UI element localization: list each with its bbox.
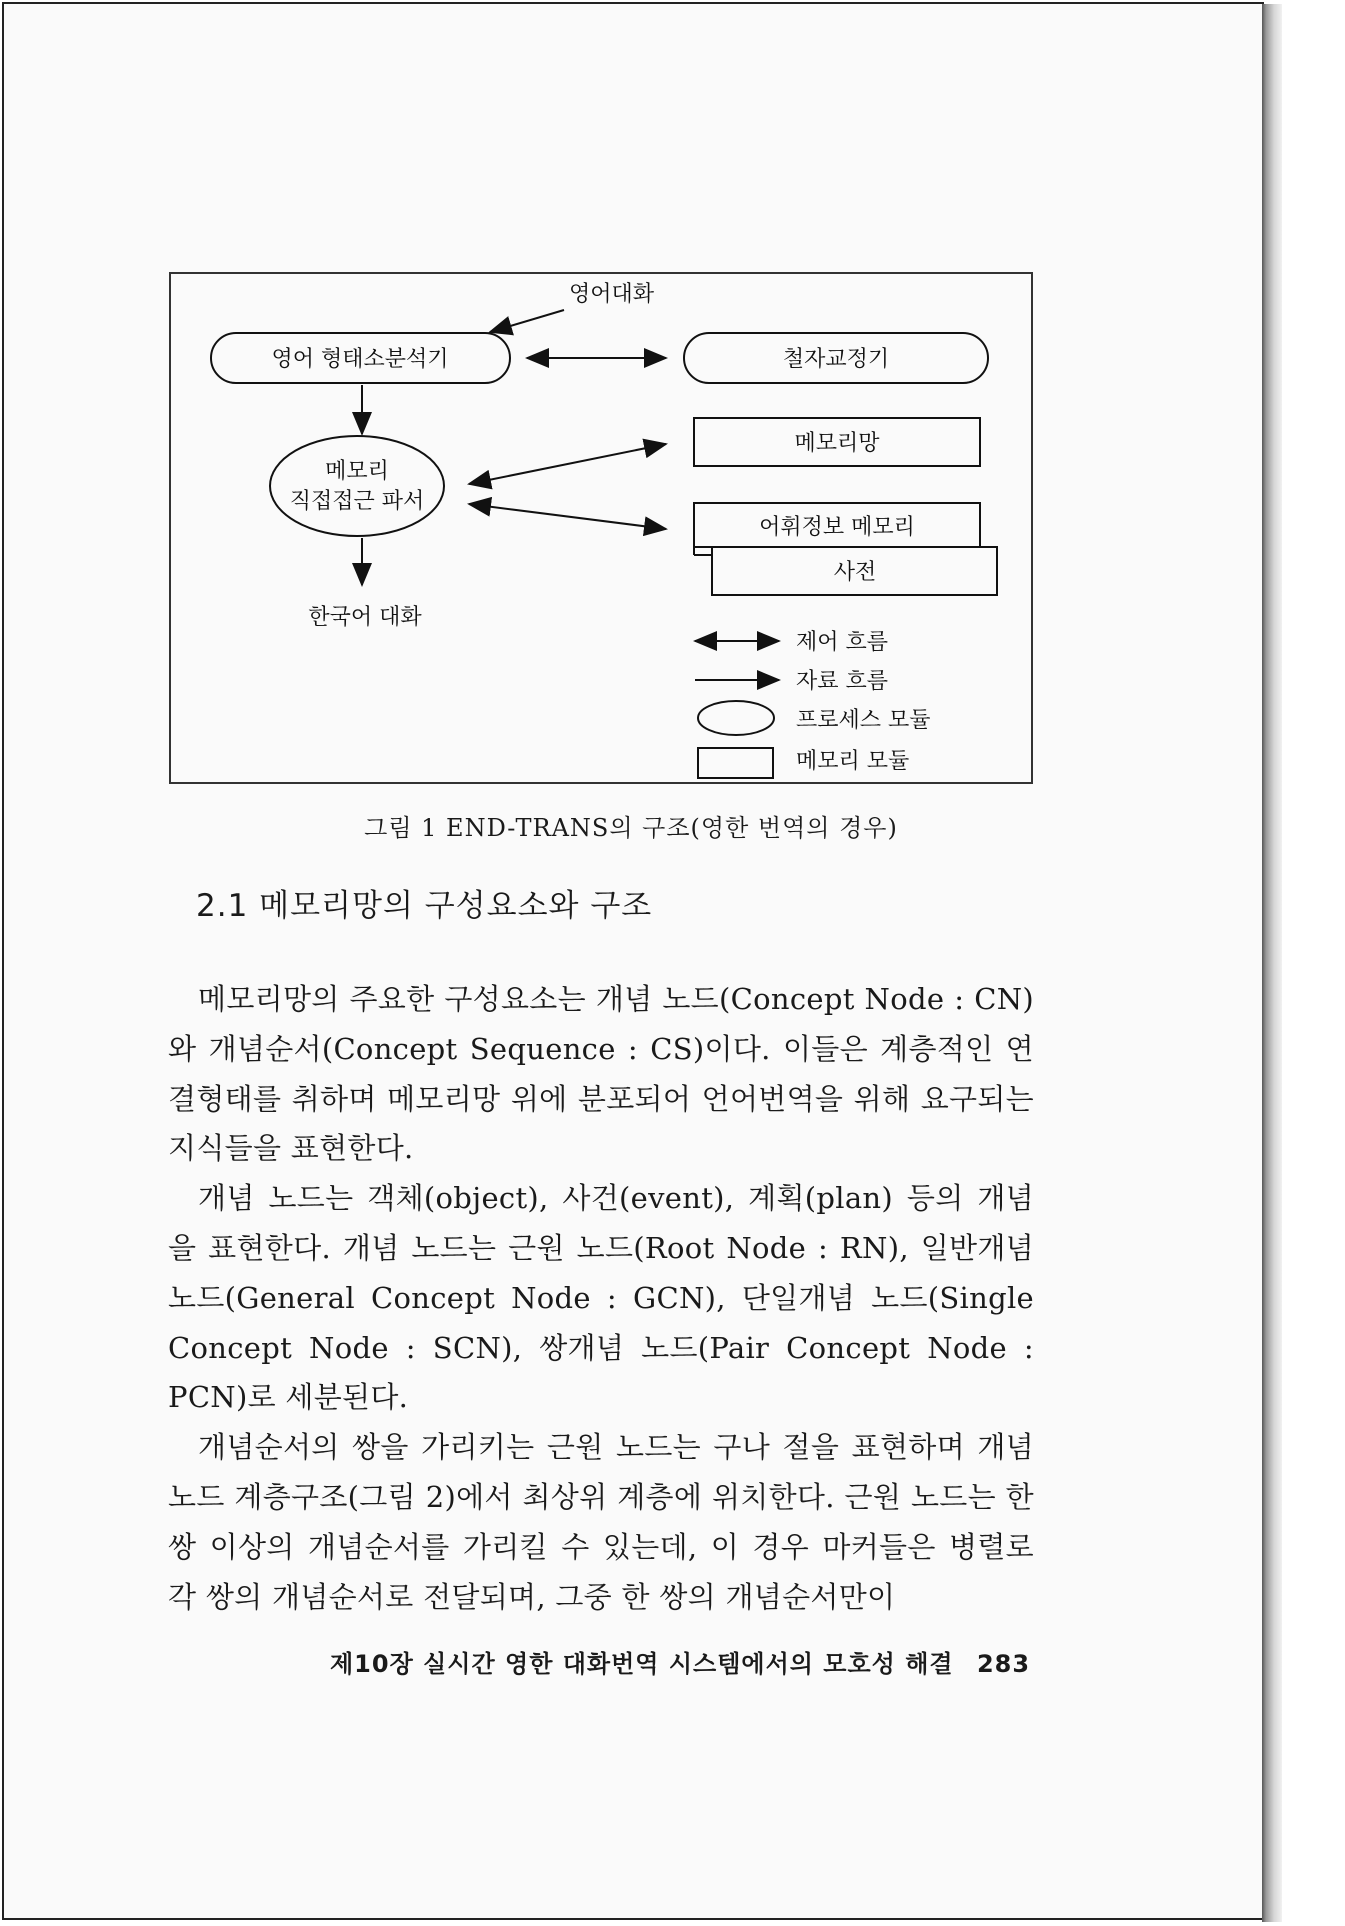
- paragraph: 개념순서의 쌍을 가리키는 근원 노드는 구나 절을 표현하며 개념 노드 계층구조(그림 2)에서 최상위 계층에 위치한다. 근원 노드는 한 쌍 이상의 개념순서를 가리킬 수 있는데, 이 경우 마커들은 병렬로 각 쌍의 개념순서로 전달되며, 그중 한 쌍의 개념순서만이: [168, 1430, 1034, 1614]
- body-text: [168, 975, 1034, 1622]
- legend-control-flow-label: 제어 흐름: [796, 630, 889, 655]
- parser-lexical-memory-arrow: [469, 504, 666, 529]
- paragraph: 개념 노드는 객체(object), 사건(event), 계획(plan) 등의 개념을 표현한다. 개념 노드는 근원 노드(Root Node : RN), 일반개념 노드(General Concept Node : GCN), 단일개념 노드(Single Concept Node : SCN), 쌍개념 노드(Pair Concept Node : PCN)로 세분된다.: [168, 1181, 1034, 1415]
- morph-analyzer-label: 영어 형태소분석기: [271, 347, 449, 372]
- legend-memory-rect: [698, 748, 773, 778]
- legend-memory-label: 메모리 모듈: [796, 749, 910, 774]
- english-dialogue-label: 영어대화: [569, 282, 655, 307]
- legend-process-ellipse: [698, 701, 774, 735]
- figure-caption: 그림 1 END-TRANS의 구조(영한 번역의 경우): [364, 814, 898, 842]
- input-arrow: [490, 310, 564, 332]
- parser-memory-network-arrow: [469, 444, 666, 484]
- memory-network-label: 메모리망: [794, 431, 880, 456]
- korean-dialogue-label: 한국어 대화: [308, 605, 422, 630]
- page-edge-shadow: [1262, 4, 1282, 1922]
- running-chapter-title: 제10장 실시간 영한 대화번역 시스템에서의 모호성 해결: [330, 1650, 954, 1678]
- architecture-diagram: [169, 272, 1033, 784]
- paragraph: 메모리망의 주요한 구성요소는 개념 노드(Concept Node : CN)와 개념순서(Concept Sequence : CS)이다. 이들은 계층적인 연결형태를 취하며 메모리망 위에 분포되어 언어번역을 위해 요구되는 지식들을 표현한다.: [168, 982, 1034, 1166]
- parser-label-line1: 메모리: [325, 459, 389, 484]
- lexical-memory-label: 어휘정보 메모리: [759, 515, 915, 540]
- parser-ellipse: [270, 436, 444, 536]
- dictionary-label: 사전: [833, 560, 877, 585]
- section-heading: 2.1 메모리망의 구성요소와 구조: [196, 888, 653, 924]
- page-number: 283: [976, 1650, 1031, 1678]
- page-footer: [330, 1644, 1030, 1679]
- spell-checker-label: 철자교정기: [782, 347, 890, 372]
- parser-label-line2: 직접접근 파서: [289, 489, 425, 514]
- legend-process-label: 프로세스 모듈: [796, 708, 931, 733]
- legend-data-flow-label: 자료 흐름: [796, 669, 889, 694]
